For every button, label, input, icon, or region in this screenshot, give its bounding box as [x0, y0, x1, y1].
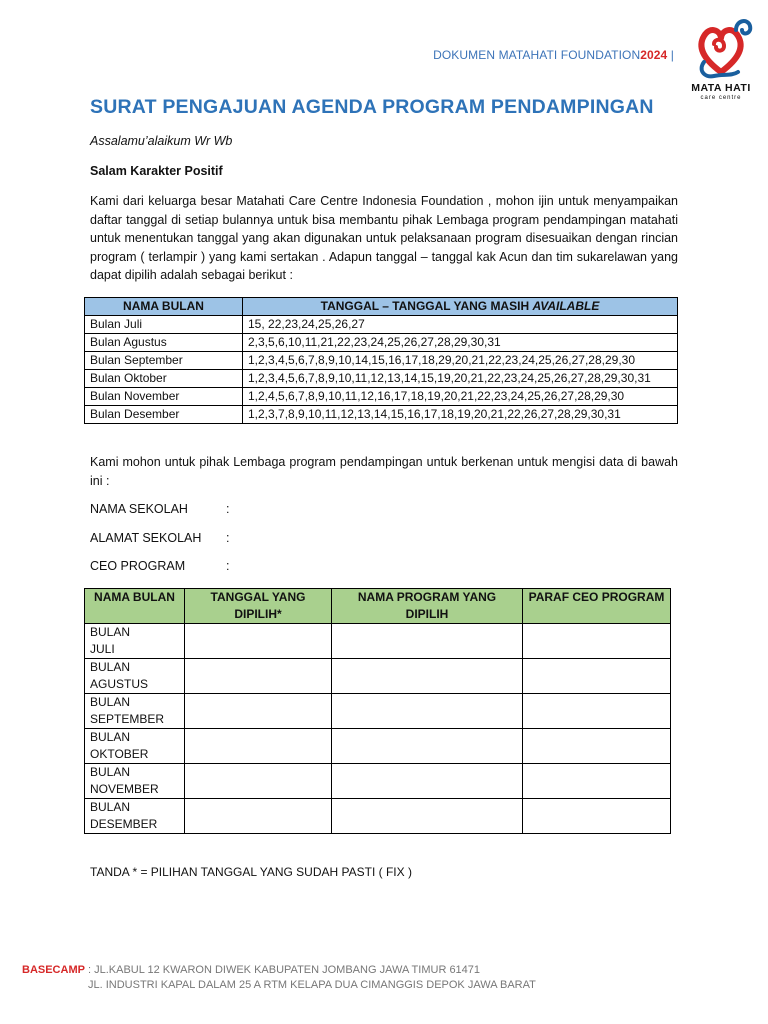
table-row [85, 406, 678, 424]
matahati-logo [684, 14, 758, 104]
document-header [433, 48, 674, 62]
month-line1: BULAN [90, 765, 131, 779]
table-row [85, 764, 671, 799]
month-line2: AGUSTUS [90, 677, 149, 691]
footnote: TANDA * = PILIHAN TANGGAL YANG SUDAH PASTI ( FIX ) [90, 865, 412, 879]
dates-cell: 1,2,3,7,8,9,10,11,12,13,14,15,16,17,18,19,20,21,22,26,27,28,29,30,31 [243, 406, 678, 424]
selected-date-cell[interactable] [185, 624, 332, 659]
field-colon: : [226, 502, 230, 516]
selected-date-cell[interactable] [185, 764, 332, 799]
month-line1: BULAN [90, 730, 131, 744]
dates-cell: 1,2,4,5,6,7,8,9,10,11,12,16,17,18,19,20,21,22,23,24,25,26,27,28,29,30 [243, 388, 678, 406]
month-cell: Bulan November [85, 388, 243, 406]
table-header-row [85, 589, 671, 624]
month-cell: Bulan Oktober [85, 370, 243, 388]
signature-cell[interactable] [523, 624, 671, 659]
dates-header-italic: AVAILABLE [532, 299, 600, 313]
dates-cell: 2,3,5,6,10,11,21,22,23,24,25,26,27,28,29,30,31 [243, 334, 678, 352]
logo-text: MATA HATI [691, 82, 751, 94]
program-name-cell[interactable] [332, 729, 523, 764]
selected-date-cell[interactable] [185, 729, 332, 764]
month-line1: BULAN [90, 800, 131, 814]
heart-logo-icon [684, 14, 758, 80]
month-line1: BULAN [90, 625, 131, 639]
month-line2: OKTOBER [90, 747, 149, 761]
month-line1: BULAN [90, 660, 131, 674]
program-name-cell[interactable] [332, 799, 523, 834]
month-line2: NOVEMBER [90, 782, 159, 796]
selected-date-cell[interactable] [185, 659, 332, 694]
field-label: NAMA SEKOLAH [90, 502, 188, 516]
intro-paragraph: Kami dari keluarga besar Matahati Care Centre Indonesia Foundation , mohon ijin untuk menyampaikan daftar tanggal di setiap bulannya untuk bisa membantu pihak Lembaga program pendampingan matahati untuk menentukan tanggal yang akan digunakan untuk pelaksanaan program disesuaikan dengan rincian program ( terlampir ) yang kami sertakan . Adapun tanggal – tanggal kak Acun dan tim sukarelawan yang dapat dipilih adalah sebagai berikut : [90, 194, 678, 283]
dates-header-prefix: TANGGAL – TANGGAL YANG MASIH [320, 299, 533, 313]
table-row [85, 799, 671, 834]
field-label: ALAMAT SEKOLAH [90, 531, 202, 545]
signature-cell[interactable] [523, 799, 671, 834]
footer-address-2: JL. INDUSTRI KAPAL DALAM 25 A RTM KELAPA DUA CIMANGGIS DEPOK JAWA BARAT [88, 979, 536, 991]
table-row [85, 316, 678, 334]
request-paragraph: Kami mohon untuk pihak Lembaga program pendampingan untuk berkenan untuk mengisi data di bawah ini : [90, 455, 678, 488]
month-cell [85, 764, 185, 799]
month-cell: Bulan September [85, 352, 243, 370]
month-cell [85, 659, 185, 694]
program-name-cell[interactable] [332, 624, 523, 659]
month-cell [85, 624, 185, 659]
header-doc-label: DOKUMEN MATAHATI FOUNDATION [433, 48, 641, 62]
column-header-month: NAMA BULAN [85, 589, 185, 624]
table-row [85, 694, 671, 729]
program-selection-table [84, 588, 671, 834]
column-header-ceo-signature: PARAF CEO PROGRAM [523, 589, 671, 624]
month-line2: JULI [90, 642, 115, 656]
table-row [85, 370, 678, 388]
month-line2: SEPTEMBER [90, 712, 165, 726]
field-school-name [90, 502, 229, 516]
selected-date-cell[interactable] [185, 799, 332, 834]
field-ceo-program [90, 559, 229, 573]
dates-cell: 15, 22,23,24,25,26,27 [243, 316, 678, 334]
month-cell: Bulan Desember [85, 406, 243, 424]
selected-date-cell[interactable] [185, 694, 332, 729]
page-title: SURAT PENGAJUAN AGENDA PROGRAM PENDAMPINGAN [90, 96, 654, 118]
available-dates-table [84, 297, 678, 424]
signature-cell[interactable] [523, 694, 671, 729]
field-school-address [90, 531, 229, 545]
month-cell: Bulan Agustus [85, 334, 243, 352]
column-header-selected-date: TANGGAL YANG DIPILIH* [185, 589, 332, 624]
table-row [85, 352, 678, 370]
greeting: Assalamu’alaikum Wr Wb [90, 134, 233, 148]
month-cell: Bulan Juli [85, 316, 243, 334]
field-colon: : [226, 559, 230, 573]
dates-cell: 1,2,3,4,5,6,7,8,9,10,11,12,13,14,15,19,20,21,22,23,24,25,26,27,28,29,30,31 [243, 370, 678, 388]
column-header-program-name: NAMA PROGRAM YANG DIPILIH [332, 589, 523, 624]
header-separator: | [667, 48, 674, 62]
footer-address [22, 963, 536, 993]
table-row [85, 659, 671, 694]
column-header-dates [243, 298, 678, 316]
month-line1: BULAN [90, 695, 131, 709]
table-row [85, 334, 678, 352]
program-name-cell[interactable] [332, 694, 523, 729]
program-name-cell[interactable] [332, 659, 523, 694]
table-header-row [85, 298, 678, 316]
field-colon: : [226, 531, 230, 545]
table-row [85, 729, 671, 764]
field-label: CEO PROGRAM [90, 559, 186, 573]
month-cell [85, 694, 185, 729]
column-header-month: NAMA BULAN [85, 298, 243, 316]
header-year: 2024 [640, 48, 668, 62]
logo-subtext: care centre [700, 95, 742, 101]
footer-line-1 [22, 963, 536, 978]
salam-line: Salam Karakter Positif [90, 164, 223, 178]
program-name-cell[interactable] [332, 764, 523, 799]
month-line2: DESEMBER [90, 817, 158, 831]
dates-cell: 1,2,3,4,5,6,7,8,9,10,14,15,16,17,18,29,20,21,22,23,24,25,26,27,28,29,30 [243, 352, 678, 370]
signature-cell[interactable] [523, 764, 671, 799]
table-row [85, 388, 678, 406]
signature-cell[interactable] [523, 659, 671, 694]
month-cell [85, 799, 185, 834]
signature-cell[interactable] [523, 729, 671, 764]
footer-basecamp-label: BASECAMP [22, 964, 85, 976]
footer-address-1: : JL.KABUL 12 KWARON DIWEK KABUPATEN JOMBANG JAWA TIMUR 61471 [84, 964, 481, 976]
table-row [85, 624, 671, 659]
month-cell [85, 729, 185, 764]
